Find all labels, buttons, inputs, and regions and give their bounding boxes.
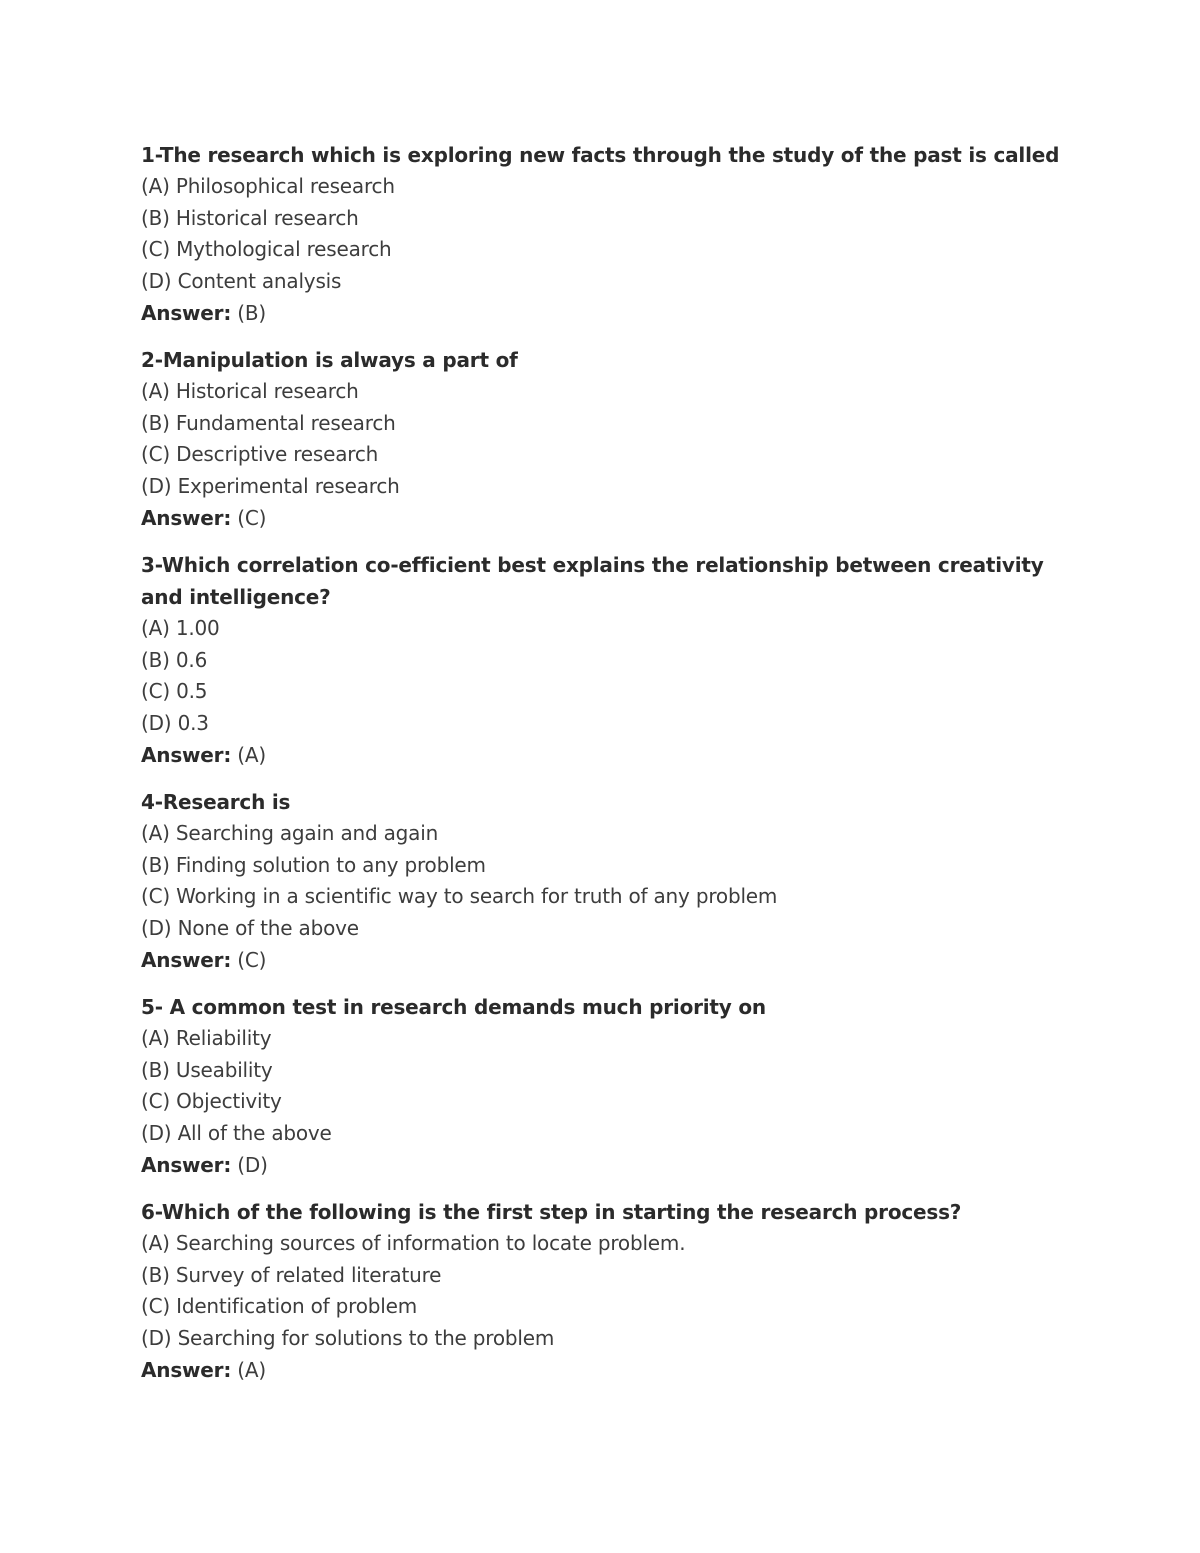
question-title: 2-Manipulation is always a part of: [141, 348, 518, 372]
question-1: [141, 139, 1061, 329]
answer-value: (C): [231, 948, 267, 972]
option-b: (B) Finding solution to any problem: [141, 852, 486, 877]
answer-label: Answer:: [141, 1153, 232, 1177]
option-b: (B) Fundamental research: [141, 410, 396, 435]
answer-line: [141, 739, 1061, 771]
question-title: 6-Which of the following is the first step in starting the research process?: [141, 1200, 962, 1224]
answer-label: Answer:: [141, 506, 232, 530]
answer-value: (A): [231, 743, 266, 767]
option-c: (C) Mythological research: [141, 237, 392, 261]
option-c: (C) Objectivity: [141, 1089, 282, 1113]
option-b: (B) Survey of related literature: [141, 1262, 442, 1287]
answer-label: Answer:: [141, 301, 232, 325]
option-d: (D) Content analysis: [141, 268, 342, 293]
option-b: (B) Useability: [141, 1057, 273, 1082]
answer-value: (C): [231, 506, 267, 530]
question-4: [141, 786, 1061, 976]
answer-label: Answer:: [141, 1358, 232, 1382]
answer-line: [141, 944, 1061, 976]
option-a: (A) Philosophical research: [141, 174, 395, 198]
option-a: (A) Historical research: [141, 379, 359, 403]
question-5: [141, 991, 1061, 1181]
option-a: (A) Searching sources of information to locate problem.: [141, 1231, 686, 1255]
option-c: (C) Working in a scientific way to search for truth of any problem: [141, 884, 778, 908]
answer-value: (A): [231, 1358, 266, 1382]
answer-value: (B): [231, 301, 267, 325]
question-2: [141, 344, 1061, 534]
option-d: (D) None of the above: [141, 915, 359, 940]
question-title: 4-Research is: [141, 790, 291, 814]
document-page: [141, 139, 1061, 1401]
option-a: (A) 1.00: [141, 616, 220, 640]
option-c: (C) Descriptive research: [141, 442, 379, 466]
question-title: 3-Which correlation co-efficient best explains the relationship between creativity and intelligence?: [141, 553, 1044, 609]
option-d: (D) 0.3: [141, 710, 209, 735]
option-c: (C) 0.5: [141, 679, 208, 703]
question-title: 5- A common test in research demands much priority on: [141, 995, 766, 1019]
answer-label: Answer:: [141, 948, 232, 972]
answer-line: [141, 1354, 1061, 1386]
answer-label: Answer:: [141, 743, 232, 767]
question-6: [141, 1196, 1061, 1386]
option-d: (D) Experimental research: [141, 473, 400, 498]
option-b: (B) 0.6: [141, 647, 208, 672]
answer-line: [141, 1149, 1061, 1181]
option-a: (A) Reliability: [141, 1026, 272, 1050]
answer-value: (D): [231, 1153, 268, 1177]
answer-line: [141, 502, 1061, 534]
option-b: (B) Historical research: [141, 205, 359, 230]
option-a: (A) Searching again and again: [141, 821, 439, 845]
question-title: 1-The research which is exploring new facts through the study of the past is called: [141, 143, 1060, 167]
answer-line: [141, 297, 1061, 329]
option-d: (D) All of the above: [141, 1120, 332, 1145]
option-c: (C) Identification of problem: [141, 1294, 418, 1318]
option-d: (D) Searching for solutions to the problem: [141, 1325, 555, 1350]
question-3: [141, 549, 1061, 771]
